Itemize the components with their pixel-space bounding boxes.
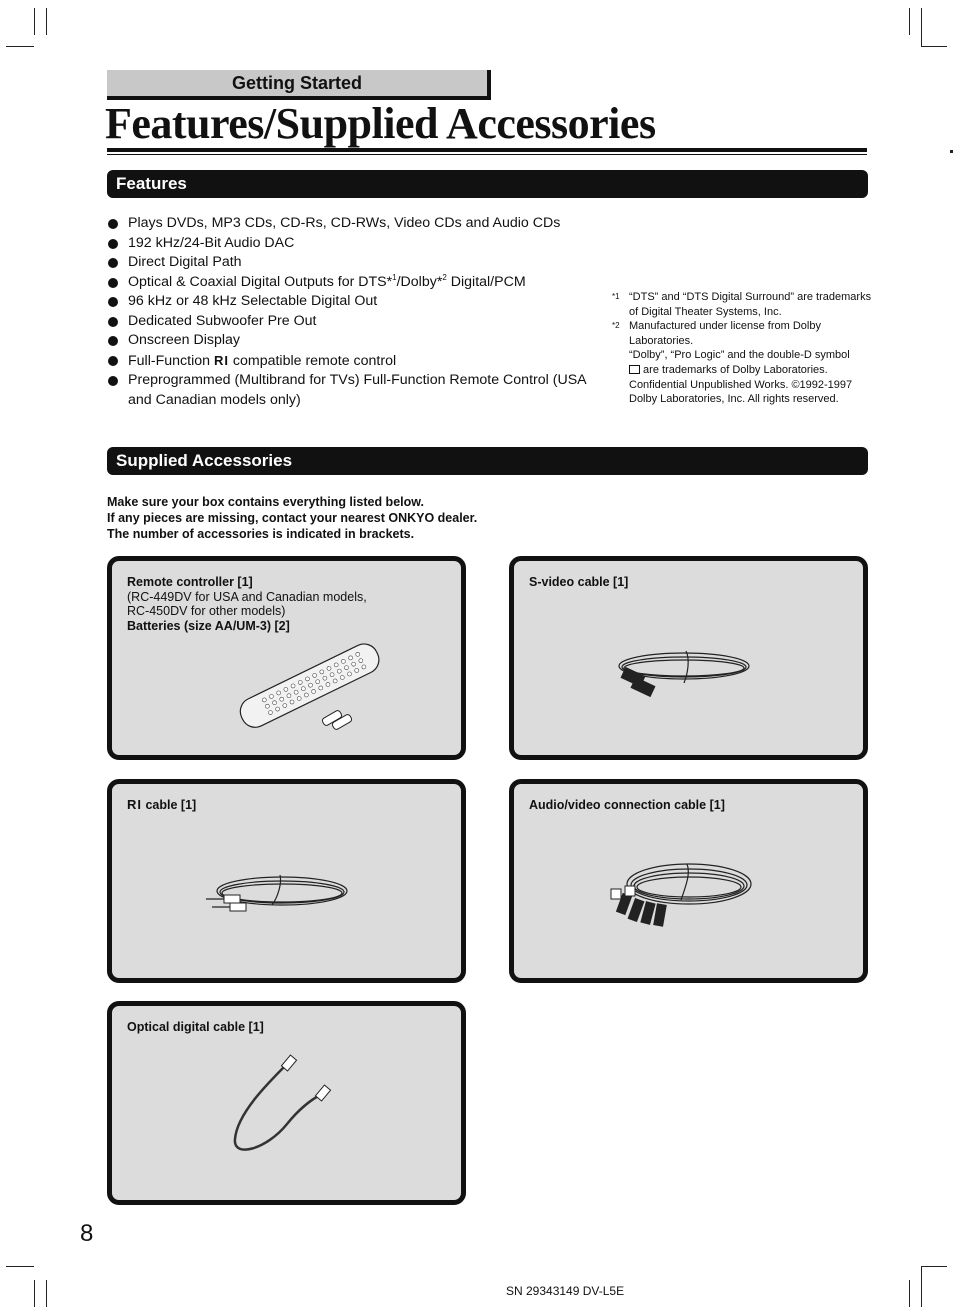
optical-cable-icon (227, 1054, 347, 1164)
list-item: Onscreen Display (107, 331, 587, 351)
crop-mark (46, 8, 47, 35)
crop-mark (34, 8, 35, 35)
remote-controller-box: Remote controller [1] (RC-449DV for USA and Canadian models, RC-450DV for other models) Batteries (size AA/UM-3) [2] (107, 556, 466, 760)
list-item: Dedicated Subwoofer Pre Out (107, 312, 587, 332)
crop-mark (909, 8, 910, 35)
crop-mark (909, 1280, 910, 1307)
crop-mark (921, 46, 947, 47)
crop-mark (6, 46, 34, 47)
bullet-icon (108, 317, 118, 327)
av-cable-box: Audio/video connection cable [1] (509, 779, 868, 983)
list-item: Optical & Coaxial Digital Outputs for DTS*$^1$/Dolby*$^2$ Digital/PCM (107, 273, 587, 293)
bullet-icon (108, 219, 118, 229)
s-video-cable-box: S-video cable [1] (509, 556, 868, 760)
s-video-cable-icon (614, 641, 764, 711)
bullet-icon (108, 258, 118, 268)
av-cable-icon (609, 844, 759, 939)
remote-controller-icon (232, 636, 382, 736)
features-heading: Features (107, 170, 868, 198)
bullet-icon (108, 376, 118, 386)
double-d-icon (629, 365, 640, 374)
document-code: SN 29343149 DV-L5E (506, 1284, 625, 1298)
crop-mark (921, 1266, 922, 1307)
list-item: 96 kHz or 48 kHz Selectable Digital Out (107, 292, 587, 312)
footnotes (612, 290, 874, 407)
crop-mark (6, 1266, 34, 1267)
bullet-icon (108, 278, 118, 288)
bullet-icon (108, 239, 118, 249)
bullet-icon (108, 356, 118, 366)
footnote: *2 Manufactured under license from Dolby Laboratories. “Dolby”, “Pro Logic” and the double-D symbol are trademarks of Dolby Laboratories. Confidential Unpublished Works. ©1992-1997 Dolby Laboratories, Inc. All rights reserved. (612, 320, 853, 406)
bullet-icon (108, 336, 118, 346)
bullet-icon (108, 297, 118, 307)
list-item: Full-Function RI compatible remote control (107, 351, 587, 372)
list-item: Preprogrammed (Multibrand for TVs) Full-Function Remote Control (USA and Canadian models only) (107, 371, 587, 410)
crop-mark (921, 8, 922, 46)
ri-logo: RI (127, 797, 142, 812)
ri-cable-icon (202, 869, 352, 929)
page-title: Features/Supplied Accessories (105, 99, 656, 148)
crop-mark (921, 1266, 947, 1267)
list-item: Direct Digital Path (107, 253, 587, 273)
crop-mark (950, 150, 953, 153)
title-rule-thin (107, 154, 867, 155)
footnote: *1 “DTS” and “DTS Digital Surround” are trademarks of Digital Theater Systems, Inc. (612, 291, 872, 318)
ri-cable-box: RI cable [1] (107, 779, 466, 983)
section-tab: Getting Started (107, 70, 491, 100)
accessories-heading: Supplied Accessories (107, 447, 868, 475)
features-list (107, 214, 587, 410)
list-item: 192 kHz/24-Bit Audio DAC (107, 234, 587, 254)
crop-mark (46, 1280, 47, 1307)
page-number: 8 (80, 1220, 94, 1247)
crop-mark (34, 1280, 35, 1307)
accessories-intro: Make sure your box contains everything listed below. If any pieces are missing, contact your nearest ONKYO dealer. The number of accessories is indicated in brackets. (107, 495, 478, 541)
list-item: Plays DVDs, MP3 CDs, CD-Rs, CD-RWs, Video CDs and Audio CDs (107, 214, 587, 234)
ri-logo: RI (213, 352, 229, 368)
optical-cable-box: Optical digital cable [1] (107, 1001, 466, 1205)
title-rule (107, 148, 867, 152)
